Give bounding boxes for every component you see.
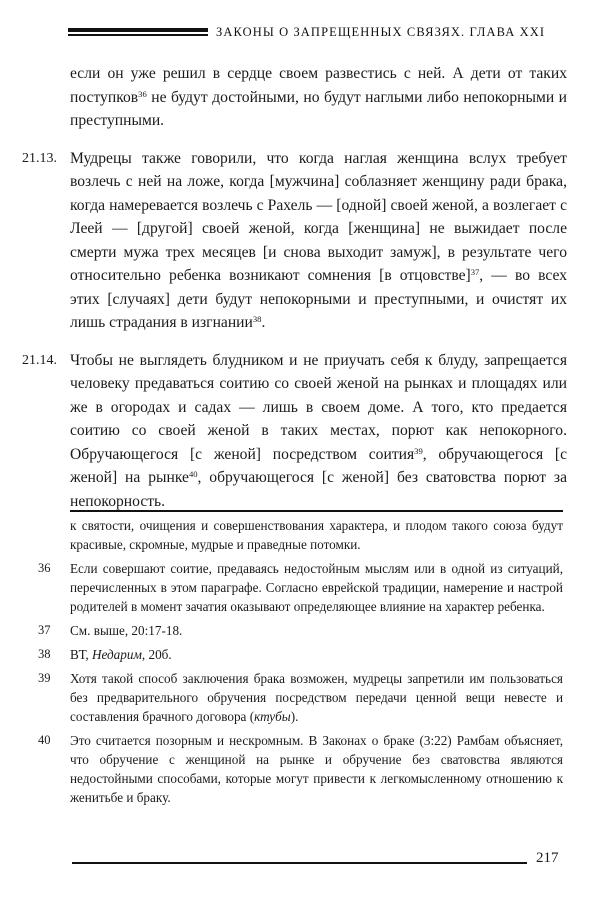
section-21-14 — [22, 349, 567, 514]
section-text: Мудрецы также говорили, что когда наглая женщина вслух требует возлечь с ней на ложе, когда [мужчина] соблазняет женщину ради брака, когда намеревается возлечь с Рахель — [одной] своей женой, а возлегает с Леей — [другой] своей женой, когда [женщина] не выжидает после смерти мужа трех месяцев [и снова выходит замуж], в результате чего относительно ребенка возникают сомнения [в отцовстве]$^{37}$, — во всех этих [случаях] дети будут непокорными и преступными, и очистят их лишь страдания в изгнании$^{38}$. — [70, 149, 567, 331]
footnote-ref-37[interactable]: 37 — [470, 266, 480, 277]
footnote-separator — [70, 510, 563, 512]
footnotes — [38, 516, 563, 812]
section-number: 21.13. — [22, 150, 57, 166]
header-ornament-rule — [68, 28, 208, 36]
footer-rule — [72, 862, 527, 864]
footnote-40: 40 Это считается позорным и нескромным. В Законах о браке (3:22) Рамбам объясняет, что обручение с женщиной на рынке и обручение без сватовства являются недостойными способами, которые могут привести к легкомысленному отношению к женитьбе и браку. — [38, 733, 563, 805]
section-text: Чтобы не выглядеть блудником и не приучать себя к блуду, запрещается человеку предаваться соитию со своей женой на рынках и площадях или же в огородах и садах — лишь в своем доме. А того, кто предается соитию со своей женой в таких местах, порют как непокорного. Обручающегося [с женой] посредством соития$^{39}$, обручающегося [с женой] на рынке$^{40}$, обручающегося [с женой] без сватовства порют за непокорность. — [70, 351, 567, 510]
page-number: 217 — [536, 850, 559, 866]
footnote-ref-36[interactable]: 36 — [138, 88, 147, 99]
section-21-13 — [22, 147, 567, 335]
footnote-ref-38[interactable]: 38 — [252, 313, 262, 324]
footnote-continuation: к святости, очищения и совершенствования характера, и плодом такого союза будут красивые, скромные, мудрые и праведные потомки. — [70, 518, 563, 552]
footnote-ref-40[interactable]: 40 — [188, 468, 198, 479]
footnote-36: 36 Если совершают соитие, предаваясь недостойным мыслям или в одной из ситуаций, перечисленных в этом параграфе. Согласно еврейской традиции, намерение и настрой родителей в момент зачатия оказывают определяющее влияние на характер ребенка. — [38, 561, 563, 614]
paragraph-continuation: если он уже решил в сердце своем развестись с ней. А дети от таких поступков$^{36}$ не будут достойными, но будут наглыми либо непокорными и преступными. — [70, 65, 567, 129]
footnote-38: 38 ВТ, Недарим, 20б. — [38, 647, 172, 662]
footnote-37: 37 См. выше, 20:17-18. — [38, 623, 183, 638]
footnote-39: 39 Хотя такой способ заключения брака возможен, мудрецы запретили им пользоваться без предварительного обручения посредством передачи ценной вещи невесте и составления брачного договора (ктубы). — [38, 671, 563, 724]
section-number: 21.14. — [22, 352, 57, 368]
running-title: ЗАКОНЫ О ЗАПРЕЩЕННЫХ СВЯЗЯХ. ГЛАВА XXI — [216, 24, 546, 39]
main-text — [22, 62, 567, 513]
footnote-ref-39[interactable]: 39 — [414, 445, 423, 456]
running-header — [68, 25, 558, 39]
